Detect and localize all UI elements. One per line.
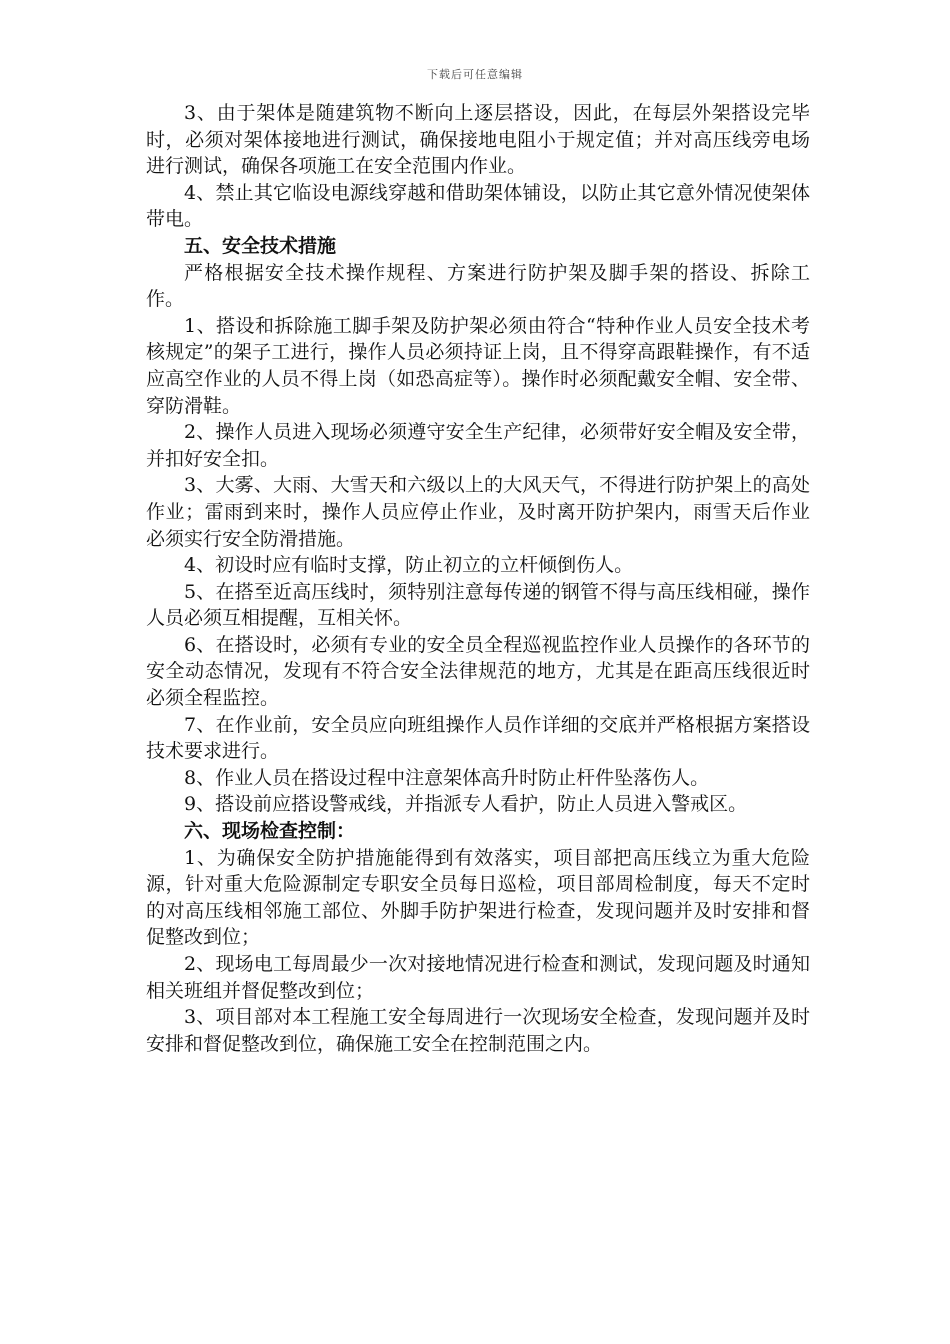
paragraph-safety-6: 6、在搭设时，必须有专业的安全员全程巡视监控作业人员操作的各环节的安全动态情况，发现有不符合安全法律规范的地方，尤其是在距高压线很近时必须全程监控。 (146, 633, 810, 710)
section-heading-site-inspection: 六、现场检查控制： (184, 820, 356, 843)
paragraph-safety-2: 2、操作人员进入现场必须遵守安全生产纪律，必须带好安全帽及安全带，并扣好安全扣。 (146, 421, 810, 470)
paragraph-inspection-3: 3、项目部对本工程施工安全每周进行一次现场安全检查，发现问题并及时安排和督促整改到位，确保施工安全在控制范围之内。 (146, 1006, 810, 1055)
paragraph-safety-7: 7、在作业前，安全员应向班组操作人员作详细的交底并严格根据方案搭设技术要求进行。 (146, 713, 810, 763)
section-heading-safety-measures: 五、安全技术措施 (184, 234, 337, 257)
paragraph-safety-9: 9、搭设前应搭设警戒线，并指派专人看护，防止人员进入警戒区。 (184, 793, 748, 816)
document-body (146, 100, 810, 1057)
page-header: 下载后可任意编辑 (427, 68, 523, 81)
paragraph-safety-3: 3、大雾、大雨、大雪天和六级以上的大风天气，不得进行防护架上的高处作业；雷雨到来时，操作人员应停止作业，及时离开防护架内，雨雪天后作业必须实行安全防滑措施。 (146, 474, 810, 550)
paragraph-3-grounding: 3、由于架体是随建筑物不断向上逐层搭设，因此，在每层外架搭设完毕时，必须对架体接地进行测试，确保接地电阻小于规定值；并对高压线旁电场进行测试，确保各项施工在安全范围内作业。 (146, 102, 810, 178)
paragraph-inspection-2: 2、现场电工每周最少一次对接地情况进行检查和测试，发现问题及时通知相关班组并督促整改到位； (146, 953, 810, 1002)
paragraph-safety-1: 1、搭设和拆除施工脚手架及防护架必须由符合“特种作业人员安全技术考核规定”的架子工进行，操作人员必须持证上岗，且不得穿高跟鞋操作，有不适应高空作业的人员不得上岗（如恐高症等）。操作时必须配戴安全帽、安全带、穿防滑鞋。 (146, 314, 810, 417)
paragraph-safety-5: 5、在搭至近高压线时，须特别注意每传递的钢管不得与高压线相碰，操作人员必须互相提醒，互相关怀。 (146, 580, 810, 630)
paragraph-inspection-1: 1、为确保安全防护措施能得到有效落实，项目部把高压线立为重大危险源，针对重大危险源制定专职安全员每日巡检，项目部周检制度，每天不定时的对高压线相邻施工部位、外脚手防护架进行检查，发现问题并及时安排和督促整改到位； (146, 846, 810, 949)
paragraph-safety-8: 8、作业人员在搭设过程中注意架体高升时防止杆件坠落伤人。 (184, 766, 710, 789)
paragraph-safety-intro: 严格根据安全技术操作规程、方案进行防护架及脚手架的搭设、拆除工作。 (146, 261, 810, 311)
paragraph-safety-4: 4、初设时应有临时支撑，防止初立的立杆倾倒伤人。 (184, 554, 634, 577)
paragraph-4-no-other-wires: 4、禁止其它临设电源线穿越和借助架体铺设，以防止其它意外情况使架体带电。 (146, 181, 810, 231)
